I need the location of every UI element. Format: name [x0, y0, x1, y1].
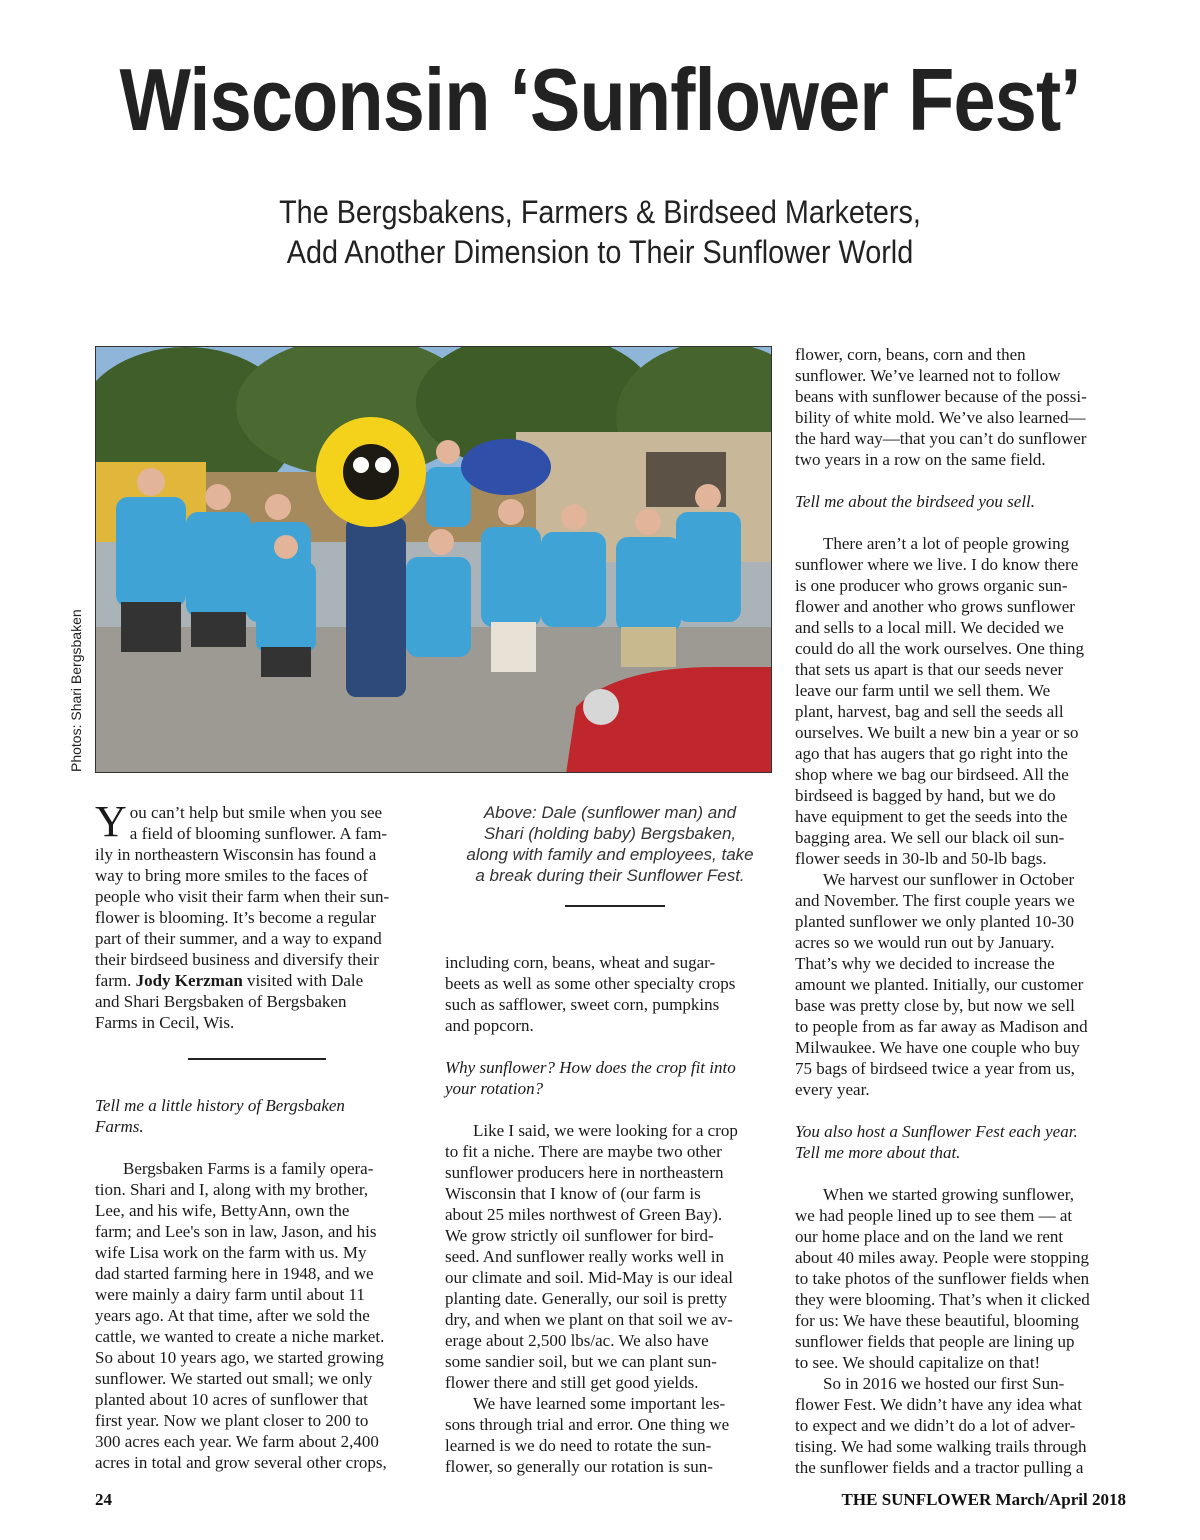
text-line	[95, 970, 425, 991]
text-line: beans with sunflower because of the possi-	[795, 387, 1087, 406]
text-line: sunflower fields that people are lining up	[795, 1332, 1075, 1351]
text-line: planted about 10 acres of sunflower that	[95, 1390, 368, 1409]
text-line: years ago. At that time, after we sold the	[95, 1306, 370, 1325]
text-line: for us: We have these beautiful, blooming	[795, 1311, 1079, 1330]
text-line: base was pretty close by, but now we sell	[795, 996, 1075, 1015]
column-1-lower	[95, 1095, 425, 1473]
text-line: Tell me about the birdseed you sell.	[795, 492, 1036, 511]
text-line: Why sunflower? How does the crop fit into	[445, 1058, 736, 1077]
text-line: seed. And sunflower really works well in	[445, 1247, 725, 1266]
spacer	[445, 1099, 775, 1120]
text-line: beets as well as some other specialty crops	[445, 974, 736, 993]
text-line: wife Lisa work on the farm with us. My	[95, 1243, 367, 1262]
text-line: to expect and we didn’t do a lot of adver-	[795, 1416, 1076, 1435]
text-line: planting date. Generally, our soil is pretty	[445, 1289, 728, 1308]
text-line: farm; and Lee's son in law, Jason, and his	[95, 1222, 377, 1241]
text-line: ourselves. We built a new bin a year or so	[795, 723, 1079, 742]
photo-caption	[440, 802, 780, 886]
text-line: to fit a niche. There are maybe two other	[445, 1142, 722, 1161]
text-line: sunflower where we live. I do know there	[795, 555, 1079, 574]
text-line: Wisconsin that I know of (our farm is	[445, 1184, 701, 1203]
text-line: their birdseed business and diversify their	[95, 950, 379, 969]
text-paragraph	[795, 344, 1125, 470]
text-line: and sells to a local mill. We decided we	[795, 618, 1064, 637]
text-line: dad started farming here in 1948, and we	[95, 1264, 374, 1283]
section-rule	[188, 1058, 326, 1060]
text-line: were mainly a dairy farm until about 11	[95, 1285, 365, 1304]
answer-paragraph	[795, 1184, 1125, 1373]
text-line: ago that has augers that go right into the	[795, 744, 1068, 763]
text-line: sunflower producers here in northeastern	[445, 1163, 724, 1182]
text-paragraph	[445, 952, 775, 1036]
answer-paragraph	[795, 1373, 1125, 1478]
text-line: such as safflower, sweet corn, pumpkins	[445, 995, 720, 1014]
column-3	[795, 344, 1125, 1478]
drop-cap: Y	[95, 797, 127, 846]
text-line: first year. Now we plant closer to 200 to	[95, 1411, 369, 1430]
intro-paragraph	[95, 797, 425, 1033]
text-line: shop where we bag our birdseed. All the	[795, 765, 1069, 784]
text-line: We grow strictly oil sunflower for bird-	[445, 1226, 714, 1245]
text-line: our climate and soil. Mid-May is our ideal	[445, 1268, 733, 1287]
publication-footer: THE SUNFLOWER March/April 2018	[841, 1490, 1126, 1509]
subtitle-line: The Bergsbakens, Farmers & Birdseed Marketers,	[279, 194, 921, 230]
text-line: have equipment to get the seeds into the	[795, 807, 1068, 826]
text-line: So in 2016 we hosted our first Sun-	[823, 1374, 1065, 1393]
text-line: Tell me more about that.	[795, 1143, 961, 1162]
text-line: to take photos of the sunflower fields when	[795, 1269, 1090, 1288]
text-line: ily in northeastern Wisconsin has found a	[95, 845, 377, 864]
text-line: dry, and when we plant on that soil we av-	[445, 1310, 733, 1329]
text-line: way to bring more smiles to the faces of	[95, 866, 368, 885]
text-line: tion. Shari and I, along with my brother,	[95, 1180, 369, 1199]
text-line: bility of white mold. We’ve also learned—	[795, 408, 1086, 427]
text-line: and Shari Bergsbaken of Bergsbaken	[95, 992, 347, 1011]
question-heading	[445, 1057, 775, 1099]
text-line: Lee, and his wife, BettyAnn, own the	[95, 1201, 350, 1220]
answer-paragraph	[445, 1120, 775, 1393]
text-line: flower, so generally our rotation is sun-	[445, 1457, 713, 1476]
answer-paragraph	[445, 1393, 775, 1477]
subtitle-line: Add Another Dimension to Their Sunflower World	[286, 234, 914, 270]
text-line: birdseed is bagged by hand, but we do	[795, 786, 1056, 805]
text-line: We harvest our sunflower in October	[823, 870, 1075, 889]
text-line: they were blooming. That’s when it clicked	[795, 1290, 1090, 1309]
caption-line: a break during their Sunflower Fest.	[475, 866, 745, 885]
group-photo	[95, 346, 772, 773]
text-line: flower seeds in 30-lb and 50-lb bags.	[795, 849, 1047, 868]
answer-paragraph	[795, 869, 1125, 1100]
text-line: about 40 miles away. People were stopping	[795, 1248, 1089, 1267]
text-line: Farms.	[95, 1117, 144, 1136]
text-line: acres so we would run out by January.	[795, 933, 1055, 952]
text-line: and popcorn.	[445, 1016, 534, 1035]
text-line: and November. The first couple years we	[795, 891, 1075, 910]
text-line: could do all the work ourselves. One thing	[795, 639, 1084, 658]
photo-group-with-sunflower-mascot-icon	[96, 347, 772, 773]
spacer	[795, 1163, 1125, 1184]
text-line: our home place and on the land we rent	[795, 1227, 1064, 1246]
caption-rule	[565, 905, 665, 907]
caption-line: Shari (holding baby) Bergsbaken,	[483, 824, 737, 843]
text-line: people who visit their farm when their sun-	[95, 887, 390, 906]
text-line: leave our farm until we sell them. We	[795, 681, 1051, 700]
text-line: sunflower. We started out small; we only	[95, 1369, 373, 1388]
article-title: Wisconsin ‘Sunflower Fest’	[119, 50, 1081, 149]
spacer	[445, 1036, 775, 1057]
text-line: the hard way—that you can’t do sunflower	[795, 429, 1087, 448]
caption-line: along with family and employees, take	[466, 845, 754, 864]
text-line: ou can’t help but smile when you see	[129, 803, 383, 822]
text-line: flower and another who grows sunflower	[795, 597, 1075, 616]
spacer	[95, 1137, 425, 1158]
text-line: Bergsbaken Farms is a family opera-	[123, 1159, 374, 1178]
column-2	[445, 952, 775, 1477]
text-line: flower there and still get good yields.	[445, 1373, 699, 1392]
text-line: some sandier soil, but we can plant sun-	[445, 1352, 717, 1371]
text-line: That’s why we decided to increase the	[795, 954, 1055, 973]
answer-paragraph	[795, 533, 1125, 869]
article-subtitle	[60, 192, 1140, 272]
text-line: Like I said, we were looking for a crop	[473, 1121, 738, 1140]
text-line: 75 bags of birdseed twice a year from us,	[795, 1059, 1075, 1078]
text-line: tising. We had some walking trails through	[795, 1437, 1087, 1456]
text-line: two years in a row on the same field.	[795, 450, 1046, 469]
text-line: the sunflower fields and a tractor pulling a	[795, 1458, 1084, 1477]
text-line: bagging area. We sell our black oil sun-	[795, 828, 1065, 847]
text-line: amount we planted. Initially, our customer	[795, 975, 1084, 994]
answer-paragraph	[95, 1158, 425, 1473]
column-1	[95, 797, 425, 1033]
text-line: including corn, beans, wheat and sugar-	[445, 953, 716, 972]
text-line: we had people lined up to see them — at	[795, 1206, 1073, 1225]
text-line: You also host a Sunflower Fest each year.	[795, 1122, 1078, 1141]
text-line: sons through trial and error. One thing we	[445, 1415, 730, 1434]
text-line: 300 acres each year. We farm about 2,400	[95, 1432, 379, 1451]
text-line: Milwaukee. We have one couple who buy	[795, 1038, 1080, 1057]
text-line: Tell me a little history of Bergsbaken	[95, 1096, 345, 1115]
spacer	[795, 1100, 1125, 1121]
text-line: acres in total and grow several other crops,	[95, 1453, 387, 1472]
text-line: sunflower. We’ve learned not to follow	[795, 366, 1061, 385]
text-line: that sets us apart is that our seeds never	[795, 660, 1064, 679]
text-line: There aren’t a lot of people growing	[823, 534, 1070, 553]
question-heading	[95, 1095, 425, 1137]
text-fragment: visited with Dale	[242, 971, 364, 990]
spacer	[795, 512, 1125, 533]
text-line: erage about 2,500 lbs/ac. We also have	[445, 1331, 709, 1350]
text-line: plant, harvest, bag and sell the seeds all	[795, 702, 1064, 721]
text-line: flower, corn, beans, corn and then	[795, 345, 1026, 364]
spacer	[795, 470, 1125, 491]
text-line: We have learned some important les-	[473, 1394, 726, 1413]
text-fragment: farm.	[95, 971, 136, 990]
photo-credit: Photos: Shari Bergsbaken	[68, 609, 84, 772]
text-line: your rotation?	[445, 1079, 544, 1098]
text-line: part of their summer, and a way to expand	[95, 929, 382, 948]
question-heading	[795, 1121, 1125, 1163]
text-line: flower is blooming. It’s become a regular	[95, 908, 376, 927]
author-name: Jody Kerzman	[135, 971, 243, 990]
caption-line: Above: Dale (sunflower man) and	[483, 803, 737, 822]
text-line: about 25 miles northwest of Green Bay).	[445, 1205, 723, 1224]
text-line: learned is we do need to rotate the sun-	[445, 1436, 712, 1455]
text-line: Farms in Cecil, Wis.	[95, 1013, 235, 1032]
text-line: every year.	[795, 1080, 870, 1099]
text-line: flower Fest. We didn’t have any idea what	[795, 1395, 1082, 1414]
page-number: 24	[95, 1490, 112, 1509]
text-line: is one producer who grows organic sun-	[795, 576, 1068, 595]
text-line: planted sunflower we only planted 10-30	[795, 912, 1075, 931]
text-line: When we started growing sunflower,	[823, 1185, 1074, 1204]
text-line: to people from as far away as Madison and	[795, 1017, 1088, 1036]
text-line: cattle, we wanted to create a niche market.	[95, 1327, 385, 1346]
text-line: So about 10 years ago, we started growing	[95, 1348, 384, 1367]
question-heading	[795, 491, 1125, 512]
text-line: to see. We should capitalize on that!	[795, 1353, 1041, 1372]
text-line: a field of blooming sunflower. A fam-	[129, 824, 388, 843]
